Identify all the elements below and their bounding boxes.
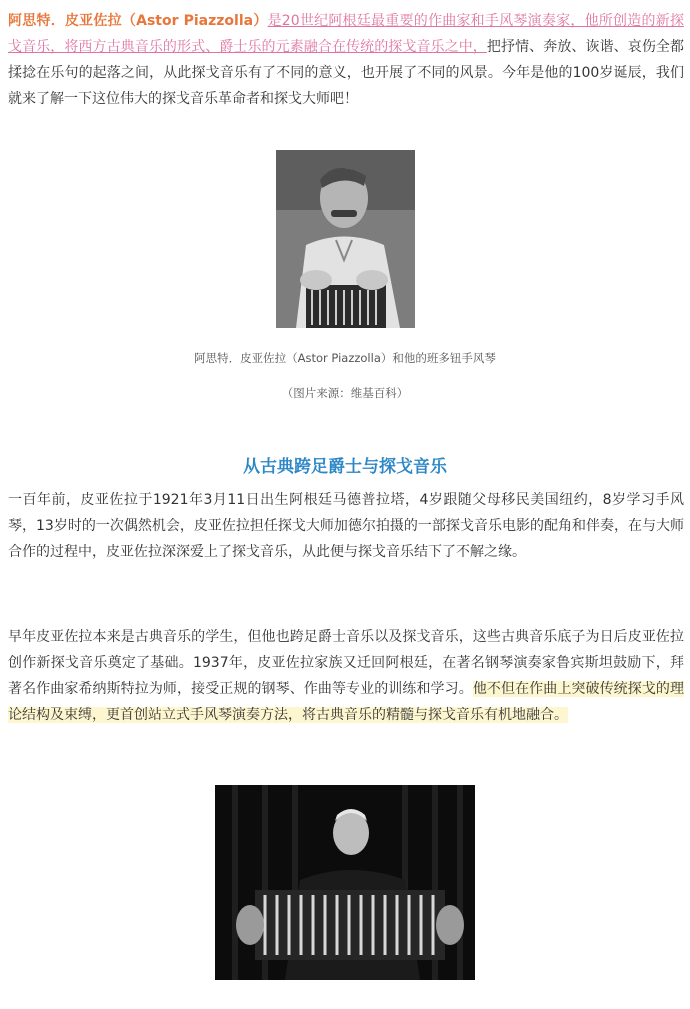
piazzolla-performance-photo [215, 785, 475, 980]
piazzolla-portrait-photo [276, 150, 415, 328]
intro-link[interactable]: 是20世纪阿根廷最重要的作曲家和手风琴演奏家，他所创造的新探戈音乐，将西方古典音乐的形式、爵士乐的元素融合在传统的探戈音乐之中， [8, 13, 684, 55]
photo1-caption: 阿思特．皮亚佐拉（Astor Piazzolla）和他的班多钮手风琴 [194, 351, 496, 365]
intro-paragraph [8, 8, 684, 112]
highlighted-text: 他不但在作曲上突破传统探戈的理论结构及束缚，更首创站立式手风琴演奏方法，将古典音乐的精髓与探戈音乐有机地融合。 [8, 681, 685, 723]
body-paragraph-1: 一百年前，皮亚佐拉于1921年3月11日出生阿根廷马德普拉塔，4岁跟随父母移民美国纽约，8岁学习手风琴，13岁时的一次偶然机会，皮亚佐拉担任探戈大师加德尔拍摄的一部探戈音乐电影的配角和伴奏，在与大师合作的过程中，皮亚佐拉深深爱上了探戈音乐，从此便与探戈音乐结下了不解之缘。 [8, 492, 684, 560]
piazzolla-name: 阿思特．皮亚佐拉（Astor Piazzolla） [8, 13, 268, 29]
paragraph-2-text: 早年皮亚佐拉本来是古典音乐的学生，但他也跨足爵士音乐以及探戈音乐，这些古典音乐底子为日后皮亚佐拉创作新探戈音乐奠定了基础。1937年，皮亚佐拉家族又迁回阿根廷，在著名钢琴演奏家鲁宾斯坦鼓励下，拜著名作曲家希纳斯特拉为师，接受正规的钢琴、作曲等专业的训练和学习。 [8, 629, 684, 697]
body-paragraph-2 [8, 624, 684, 728]
photo1-source: （图片来源：维基百科） [281, 386, 409, 400]
section-heading: 从古典跨足爵士与探戈音乐 [243, 457, 447, 477]
intro-rest: 把抒情、奔放、诙谐、哀伤全都揉捻在乐句的起落之间，从此探戈音乐有了不同的意义，也开展了不同的风景。今年是他的100岁诞辰，我们就来了解一下这位伟大的探戈音乐革命者和探戈大师吧！ [8, 39, 685, 107]
